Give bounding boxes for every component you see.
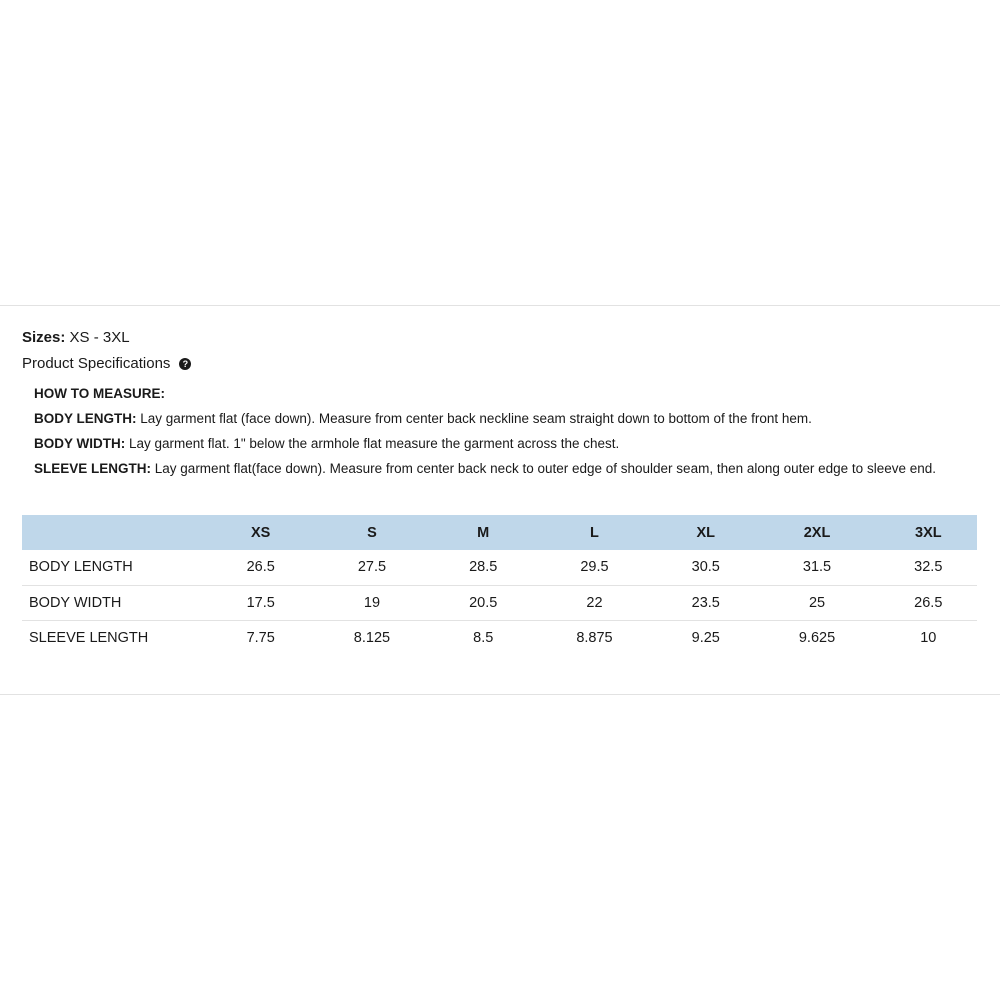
sizes-label: Sizes: [22,329,66,346]
table-cell: 26.5 [914,594,943,611]
measure-term: BODY LENGTH: [34,411,137,426]
table-cell: 32.5 [914,559,943,576]
table-header-row [22,515,977,550]
column-header: S [367,524,377,541]
table-cell: 8.125 [353,629,391,646]
table-cell: 9.25 [691,629,720,646]
table-row [22,550,977,585]
measure-sleeve-length [34,460,964,478]
question-circle-icon[interactable]: ? [179,358,191,370]
table-cell: 22 [586,594,603,611]
sizes-line [22,329,130,346]
size-chart-table [22,515,977,655]
column-header: L [590,524,599,541]
measure-term: SLEEVE LENGTH: [34,461,152,476]
row-label: SLEEVE LENGTH [29,629,149,646]
measure-text: Lay garment flat(face down). Measure from center back neck to outer edge of shoulder seam, then along outer edge to sleeve end. [154,461,936,476]
column-header: XS [251,524,271,541]
table-cell: 27.5 [357,559,387,576]
table-cell: 17.5 [246,594,275,611]
table-cell: 30.5 [691,559,720,576]
table-cell: 25 [808,594,826,611]
table-cell: 19 [363,594,381,611]
table-header-empty [22,515,212,550]
table-cell: 10 [920,629,937,646]
table-cell: 28.5 [469,559,498,576]
bottom-divider [0,694,1000,695]
table-cell: 8.5 [473,629,494,646]
table-cell: 23.5 [691,594,720,611]
column-header: 3XL [915,524,942,541]
table-cell: 26.5 [246,559,275,576]
column-header: M [477,524,490,541]
measure-text: Lay garment flat (face down). Measure from center back neckline seam straight down to bottom of the front hem. [140,411,812,426]
product-specifications-heading [22,355,191,372]
table-cell: 8.875 [576,629,613,646]
table-cell: 7.75 [246,629,275,646]
specs-title: Product Specifications [22,355,171,372]
measure-term: BODY WIDTH: [34,436,126,451]
row-label: BODY LENGTH [29,559,133,576]
table-row [22,585,977,620]
table-cell: 29.5 [580,559,609,576]
row-label: BODY WIDTH [29,594,122,611]
table-cell: 20.5 [469,594,498,611]
how-to-measure-heading: HOW TO MEASURE: [34,386,165,401]
measure-body-width [34,435,964,453]
table-cell: 9.625 [798,629,836,646]
sizes-value: XS - 3XL [69,329,130,346]
column-header: XL [696,524,715,541]
measure-body-length [34,410,964,428]
column-header: 2XL [803,524,831,541]
table-row [22,620,977,655]
top-divider [0,305,1000,306]
table-cell: 31.5 [802,559,832,576]
measure-text: Lay garment flat. 1" below the armhole flat measure the garment across the chest. [129,436,620,451]
